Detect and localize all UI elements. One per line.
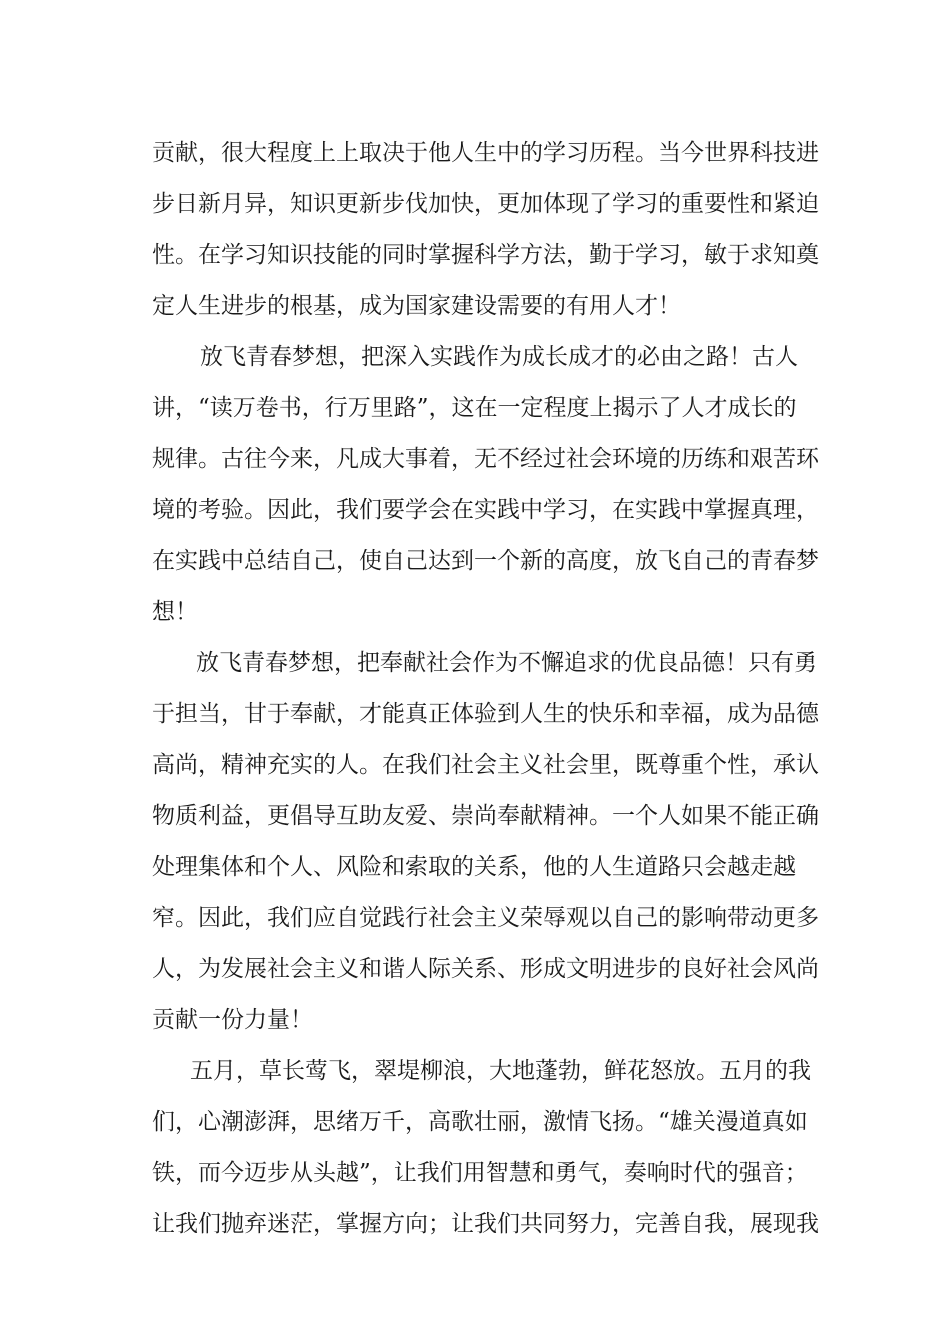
text-line: 窄。因此，我们应自觉践行社会主义荣辱观以自己的影响带动更多 [152, 905, 819, 931]
text-line: 物质利益，更倡导互助友爱、崇尚奉献精神。一个人如果不能正确 [152, 803, 819, 829]
text-line: 高尚，精神充实的人。在我们社会主义社会里，既尊重个性，承认 [152, 752, 819, 778]
text-line: 放飞青春梦想，把奉献社会作为不懈追求的优良品德！只有勇 [196, 650, 817, 676]
text-line: 境的考验。因此，我们要学会在实践中学习，在实践中掌握真理， [152, 497, 819, 523]
text-line: 放飞青春梦想，把深入实践作为成长成才的必由之路！古人 [200, 344, 798, 370]
text-line: 让我们抛弃迷茫，掌握方向；让我们共同努力，完善自我，展现我 [152, 1211, 819, 1237]
text-line: 在实践中总结自己，使自己达到一个新的高度，放飞自己的青春梦 [152, 548, 819, 574]
text-line: 定人生进步的根基，成为国家建设需要的有用人才！ [152, 293, 681, 319]
paragraph-3 [152, 638, 819, 1046]
text-line: 贡献一份力量！ [152, 1007, 313, 1033]
paragraph-2 [152, 332, 819, 638]
text-line: 们，心潮澎湃，思绪万千，高歌壮丽，激情飞扬。“雄关漫道真如 [152, 1109, 808, 1135]
text-line: 讲，“读万卷书，行万里路”，这在一定程度上揭示了人才成长的 [152, 395, 797, 421]
text-line: 想！ [152, 599, 198, 625]
text-line: 人，为发展社会主义和谐人际关系、形成文明进步的良好社会风尚 [152, 956, 819, 982]
text-line: 步日新月异，知识更新步伐加快，更加体现了学习的重要性和紧迫 [152, 191, 819, 217]
text-line: 于担当，甘于奉献，才能真正体验到人生的快乐和幸福，成为品德 [152, 701, 819, 727]
text-line: 贡献，很大程度上上取决于他人生中的学习历程。当今世界科技进 [152, 140, 819, 166]
document-body [152, 128, 819, 1250]
text-line: 性。在学习知识技能的同时掌握科学方法，勤于学习，敏于求知奠 [152, 242, 819, 268]
text-line: 规律。古往今来，凡成大事着，无不经过社会环境的历练和艰苦环 [152, 446, 819, 472]
text-line: 处理集体和个人、风险和索取的关系，他的人生道路只会越走越 [152, 854, 796, 880]
paragraph-4 [152, 1046, 819, 1250]
text-line: 五月，草长莺飞，翠堤柳浪，大地蓬勃，鲜花怒放。五月的我 [190, 1058, 811, 1084]
text-line: 铁，而今迈步从头越”，让我们用智慧和勇气，奏响时代的强音； [152, 1160, 808, 1186]
paragraph-1 [152, 128, 819, 332]
